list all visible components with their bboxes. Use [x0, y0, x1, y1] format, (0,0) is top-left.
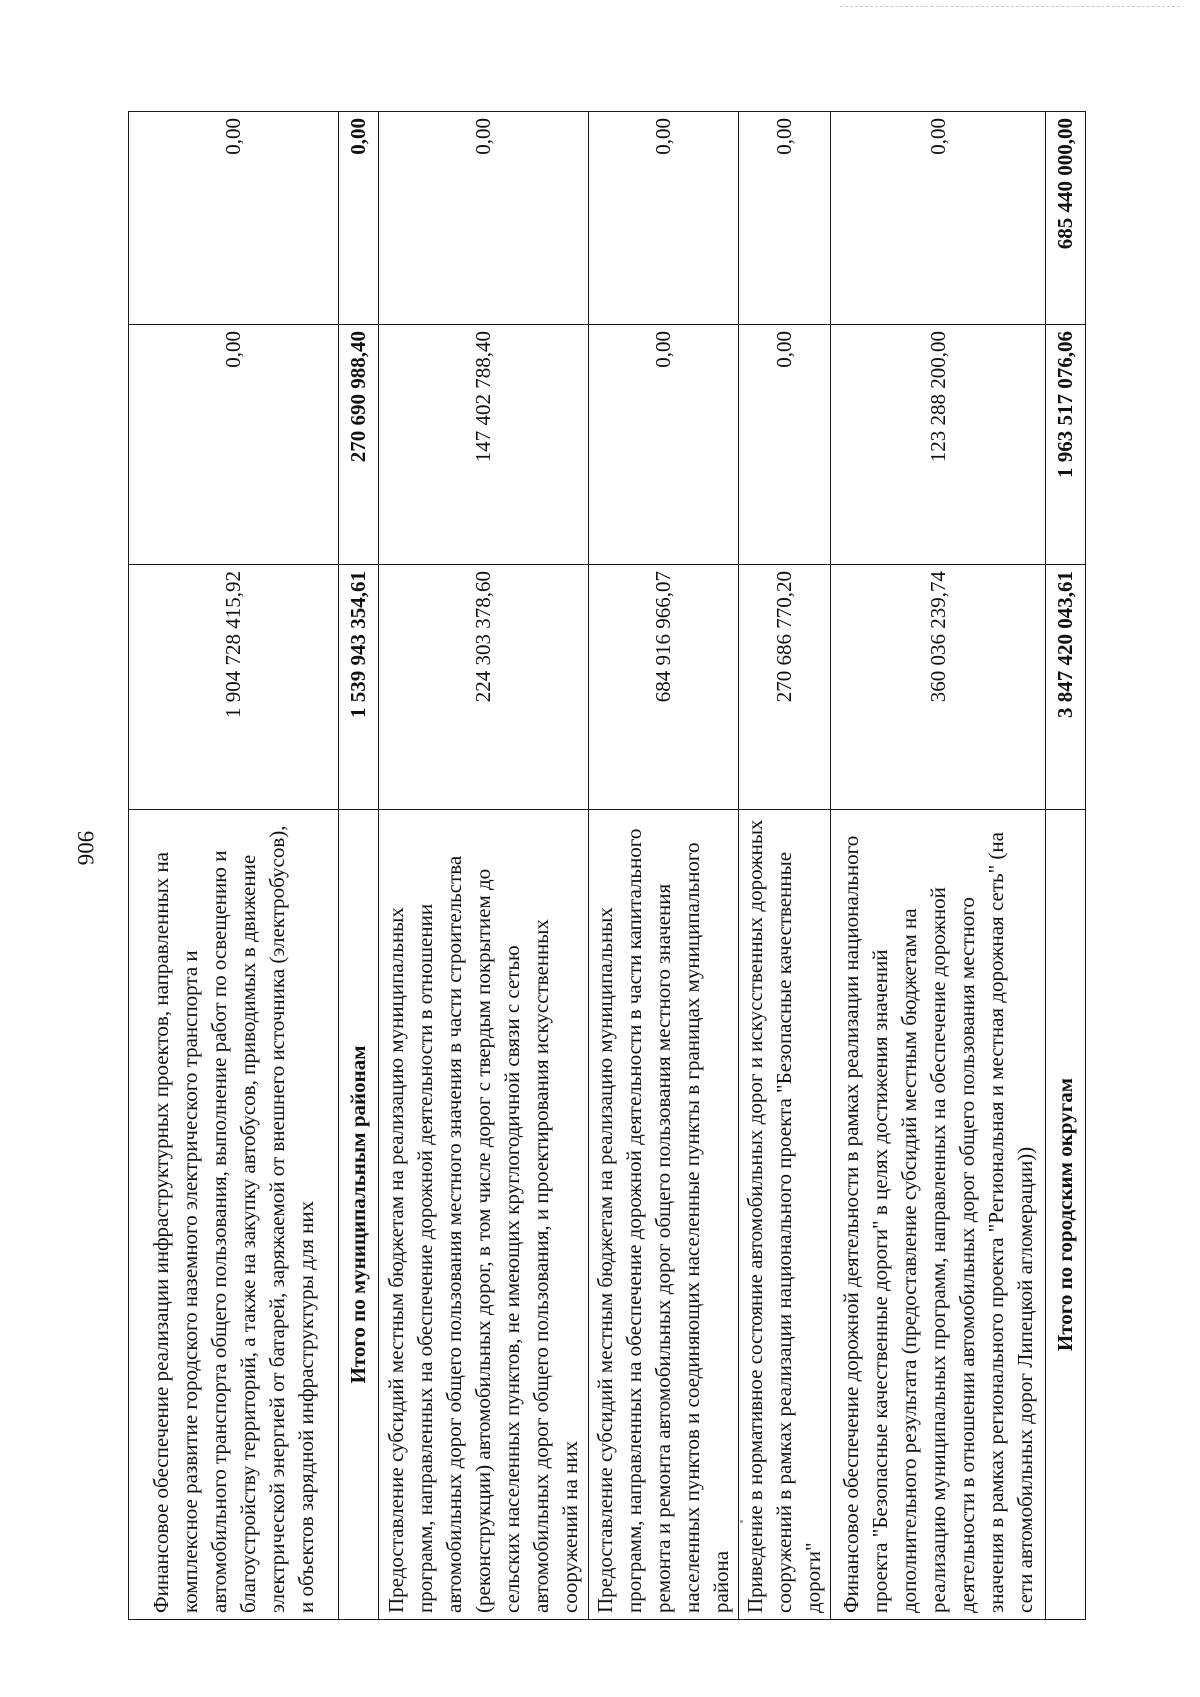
- row-amount-1: 684 916 966,07: [589, 565, 739, 810]
- table-row: [831, 112, 1046, 1620]
- row-description: Итого по городским округам: [1046, 810, 1086, 1620]
- row-amount-3: 0,00: [339, 112, 379, 325]
- row-description: Итого по муниципальным районам: [339, 810, 379, 1620]
- rotated-table-wrapper: [128, 112, 1077, 1620]
- row-amount-2: 1 963 517 076,06: [1046, 325, 1086, 565]
- row-amount-3: 685 440 000,00: [1046, 112, 1086, 325]
- table-row-total: [339, 112, 379, 1620]
- scan-speck: [740, 1520, 743, 1523]
- table-row: [379, 112, 589, 1620]
- row-amount-1: 360 036 239,74: [831, 565, 1046, 810]
- row-amount-3: 0,00: [129, 112, 339, 325]
- row-amount-3: 0,00: [589, 112, 739, 325]
- row-description: Приведение в нормативное состояние автомобильных дорог и искусственных дорожных сооружений в рамках реализации национального проекта "Безопасные качественные дороги": [739, 810, 831, 1620]
- row-amount-1: 270 686 770,20: [739, 565, 831, 810]
- table-row: [589, 112, 739, 1620]
- row-amount-1: 3 847 420 043,61: [1046, 565, 1086, 810]
- row-amount-1: 224 303 378,60: [379, 565, 589, 810]
- row-amount-2: 0,00: [129, 325, 339, 565]
- row-amount-2: 123 288 200,00: [831, 325, 1046, 565]
- row-amount-3: 0,00: [739, 112, 831, 325]
- row-amount-2: 0,00: [589, 325, 739, 565]
- row-description: Финансовое обеспечение дорожной деятельности в рамках реализации национального проекта "Безопасные качественные дороги" в целях достижения значений дополнительного результата (предоставление субсидий местным бюджетам на реализацию муниципальных программ, направленных на обеспечение дорожной деятельности в отношении автомобильных дорог общего пользования местного значения в рамках регионального проекта "Региональная и местная дорожная сеть" (на сети автомобильных дорог Липецкой агломерации)): [831, 810, 1046, 1620]
- budget-table: [128, 111, 1086, 1620]
- row-amount-2: 147 402 788,40: [379, 325, 589, 565]
- row-amount-2: 0,00: [739, 325, 831, 565]
- table-row: [129, 112, 339, 1620]
- row-amount-1: 1 904 728 415,92: [129, 565, 339, 810]
- row-description: Предоставление субсидий местным бюджетам на реализацию муниципальных программ, направленных на обеспечение дорожной деятельности в части капитального ремонта и ремонта автомобильных дорог общего пользования местного значения населенных пунктов и соединяющих населенные пункты в границах муниципального района: [589, 810, 739, 1620]
- page-number: 906: [73, 830, 98, 866]
- table-row: [739, 112, 831, 1620]
- row-description: Финансовое обеспечение реализации инфраструктурных проектов, направленных на комплексное развитие городского наземного электрического транспорта и автомобильного транспорта общего пользования, выполнение работ по освещению и благоустройству территорий, а также на закупку автобусов, приводимых в движение электрической энергией от батарей, заряжаемой от внешнего источника (электробусов), и объектов зарядной инфраструктуры для них: [129, 810, 339, 1620]
- row-amount-2: 270 690 988,40: [339, 325, 379, 565]
- row-amount-3: 0,00: [831, 112, 1046, 325]
- table-row-total: [1046, 112, 1086, 1620]
- scan-edge-line: [840, 6, 1180, 8]
- row-amount-3: 0,00: [379, 112, 589, 325]
- row-amount-1: 1 539 943 354,61: [339, 565, 379, 810]
- row-description: Предоставление субсидий местным бюджетам на реализацию муниципальных программ, направленных на обеспечение дорожной деятельности в отношении автомобильных дорог общего пользования местного значения в части строительства (реконструкции) автомобильных дорог, в том числе дорог с твердым покрытием до сельских населенных пунктов, не имеющих круглогодичной связи с сетью автомобильных дорог общего пользования, и проектирования искусственных сооружений на них: [379, 810, 589, 1620]
